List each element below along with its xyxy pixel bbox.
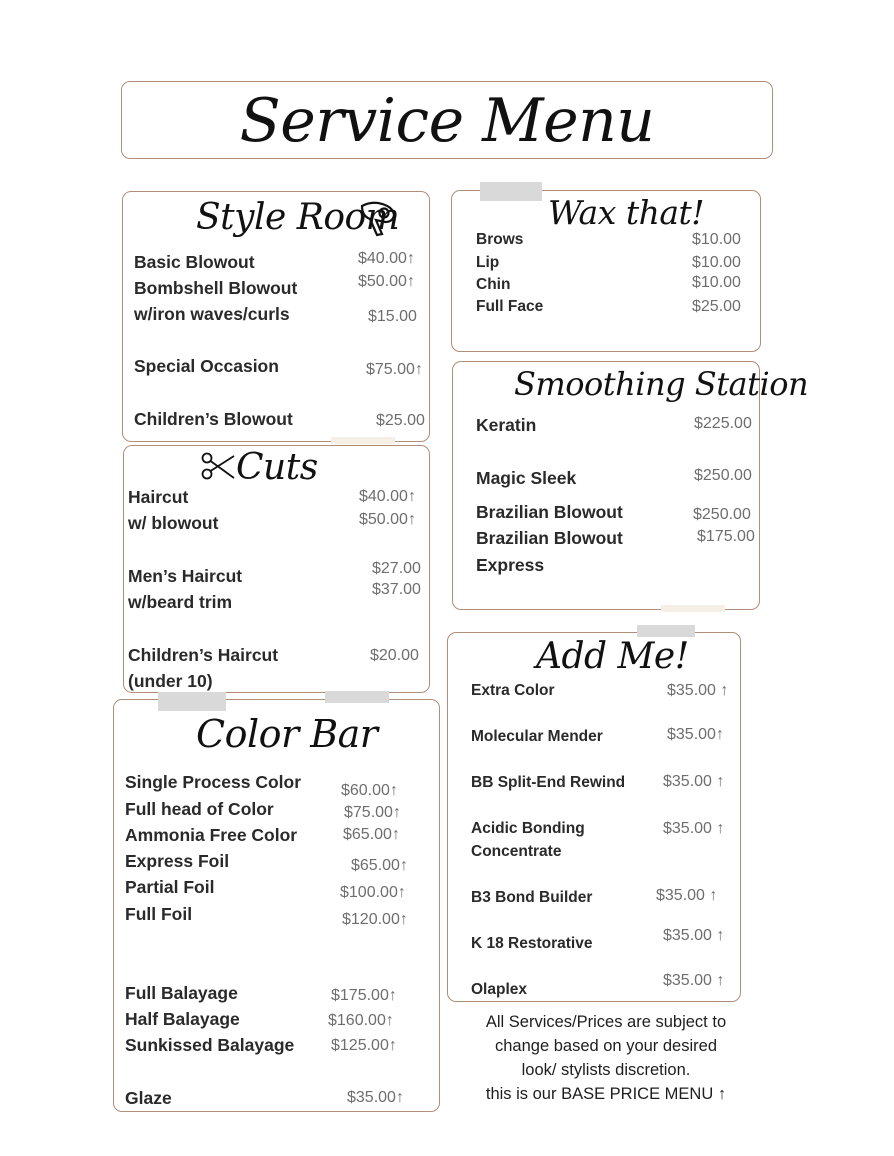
wax-item-name: Chin: [476, 276, 511, 293]
style-room-item-price: $50.00↑: [358, 273, 415, 290]
smoothing-item-price: $250.00: [693, 506, 751, 523]
style-room-item-price: $15.00: [368, 308, 417, 325]
color-bar-item-name: Sunkissed Balayage: [125, 1035, 295, 1055]
wax-item-price: $25.00: [692, 298, 741, 315]
add-me-item-name: Acidic Bonding: [471, 820, 585, 837]
add-me-item-name: Olaplex: [471, 981, 527, 998]
disclaimer-line: change based on your desired: [495, 1037, 717, 1055]
cuts-title: Cuts: [236, 447, 318, 488]
smoothing-title: Smoothing Station: [514, 365, 809, 403]
color-bar-item-name: Partial Foil: [125, 877, 215, 897]
color-bar-item-price: $100.00↑: [340, 884, 406, 901]
add-me-item-name: Molecular Mender: [471, 728, 603, 745]
add-me-item-price: $35.00 ↑: [663, 927, 725, 944]
add-me-item-name: K 18 Restorative: [471, 935, 593, 952]
cuts-item-name: w/beard trim: [128, 592, 233, 612]
color-bar-item-price: $160.00↑: [328, 1012, 394, 1029]
style-room-item-price: $40.00↑: [358, 250, 415, 267]
add-me-item-name: B3 Bond Builder: [471, 889, 593, 906]
tape-strip: [325, 691, 389, 703]
smoothing-item-name: Keratin: [476, 415, 537, 435]
add-me-item-name: Concentrate: [471, 843, 562, 860]
disclaimer-line: this is our BASE PRICE MENU ↑: [485, 1085, 727, 1103]
color-bar-item-price: $75.00↑: [344, 804, 401, 821]
add-me-item-price: $35.00↑: [667, 726, 724, 743]
color-bar-item-name: Single Process Color: [125, 772, 302, 792]
cuts-item-price: $37.00: [372, 581, 421, 598]
wax-item-name: Full Face: [476, 298, 544, 315]
add-me-item-name: Extra Color: [471, 682, 555, 699]
color-bar-item-name: Full head of Color: [125, 799, 274, 819]
color-bar-title: Color Bar: [196, 712, 378, 756]
cuts-item-name: Haircut: [128, 487, 189, 507]
style-room-item-name: Bombshell Blowout: [134, 278, 298, 298]
style-room-item-name: Basic Blowout: [134, 252, 255, 272]
color-bar-item-price: $65.00↑: [343, 826, 400, 843]
tape-strip: [331, 437, 395, 444]
cuts-item-price: $40.00↑: [359, 488, 416, 505]
smoothing-item-name: Express: [476, 555, 545, 575]
color-bar-item-name: Full Foil: [125, 904, 193, 924]
color-bar-item-price: $120.00↑: [342, 911, 408, 928]
color-bar-item-price: $60.00↑: [341, 782, 398, 799]
color-bar-item-name: Full Balayage: [125, 983, 238, 1003]
wax-title: Wax that!: [548, 193, 705, 232]
page-title: Service Menu: [239, 86, 655, 156]
color-bar-item-price: $175.00↑: [331, 987, 397, 1004]
wax-item-price: $10.00: [692, 231, 741, 248]
add-me-title: Add Me!: [536, 636, 689, 677]
smoothing-item-name: Brazilian Blowout: [476, 502, 623, 522]
color-bar-item-price: $65.00↑: [351, 857, 408, 874]
tape-strip: [480, 182, 542, 201]
price-disclaimer: [448, 1010, 764, 1106]
disclaimer-line: look/ stylists discretion.: [521, 1061, 691, 1079]
smoothing-item-name: Brazilian Blowout: [476, 528, 623, 548]
color-bar-item-name: Half Balayage: [125, 1009, 240, 1029]
add-me-item-price: $35.00 ↑: [663, 773, 725, 790]
wax-item-price: $10.00: [692, 254, 741, 271]
smoothing-item-price: $250.00: [694, 467, 752, 484]
color-bar-item-name: Express Foil: [125, 851, 230, 871]
cuts-item-name: Men’s Haircut: [128, 566, 243, 586]
scissors-icon: [201, 452, 235, 482]
color-bar-item-name: Ammonia Free Color: [125, 825, 298, 845]
add-me-item-name: BB Split-End Rewind: [471, 774, 626, 791]
add-me-item-price: $35.00 ↑: [663, 820, 725, 837]
add-me-item-price: $35.00 ↑: [656, 887, 718, 904]
hair-dryer-icon: [359, 198, 399, 238]
cuts-item-name: w/ blowout: [128, 513, 219, 533]
tape-strip: [158, 692, 226, 711]
wax-item-price: $10.00: [692, 274, 741, 291]
style-room-item-price: $25.00: [376, 412, 425, 429]
cuts-item-price: $50.00↑: [359, 511, 416, 528]
smoothing-item-name: Magic Sleek: [476, 468, 577, 488]
style-room-item-name: w/iron waves/curls: [134, 304, 290, 324]
wax-item-name: Lip: [476, 254, 500, 271]
wax-item-name: Brows: [476, 231, 524, 248]
cuts-item-name: (under 10): [128, 671, 213, 691]
add-me-item-price: $35.00 ↑: [663, 972, 725, 989]
smoothing-item-price: $225.00: [694, 415, 752, 432]
color-bar-item-name: Glaze: [125, 1088, 172, 1108]
cuts-item-name: Children’s Haircut: [128, 645, 279, 665]
add-me-item-price: $35.00 ↑: [667, 682, 729, 699]
disclaimer-line: All Services/Prices are subject to: [485, 1013, 727, 1031]
style-room-item-price: $75.00↑: [366, 361, 423, 378]
tape-strip: [661, 605, 725, 612]
smoothing-item-price: $175.00: [697, 528, 755, 545]
cuts-item-price: $27.00: [372, 560, 421, 577]
style-room-item-name: Special Occasion: [134, 356, 279, 376]
style-room-title: Style Room: [196, 197, 400, 238]
style-room-item-name: Children’s Blowout: [134, 409, 293, 429]
color-bar-item-price: $35.00↑: [347, 1089, 404, 1106]
color-bar-item-price: $125.00↑: [331, 1037, 397, 1054]
cuts-item-price: $20.00: [370, 647, 419, 664]
